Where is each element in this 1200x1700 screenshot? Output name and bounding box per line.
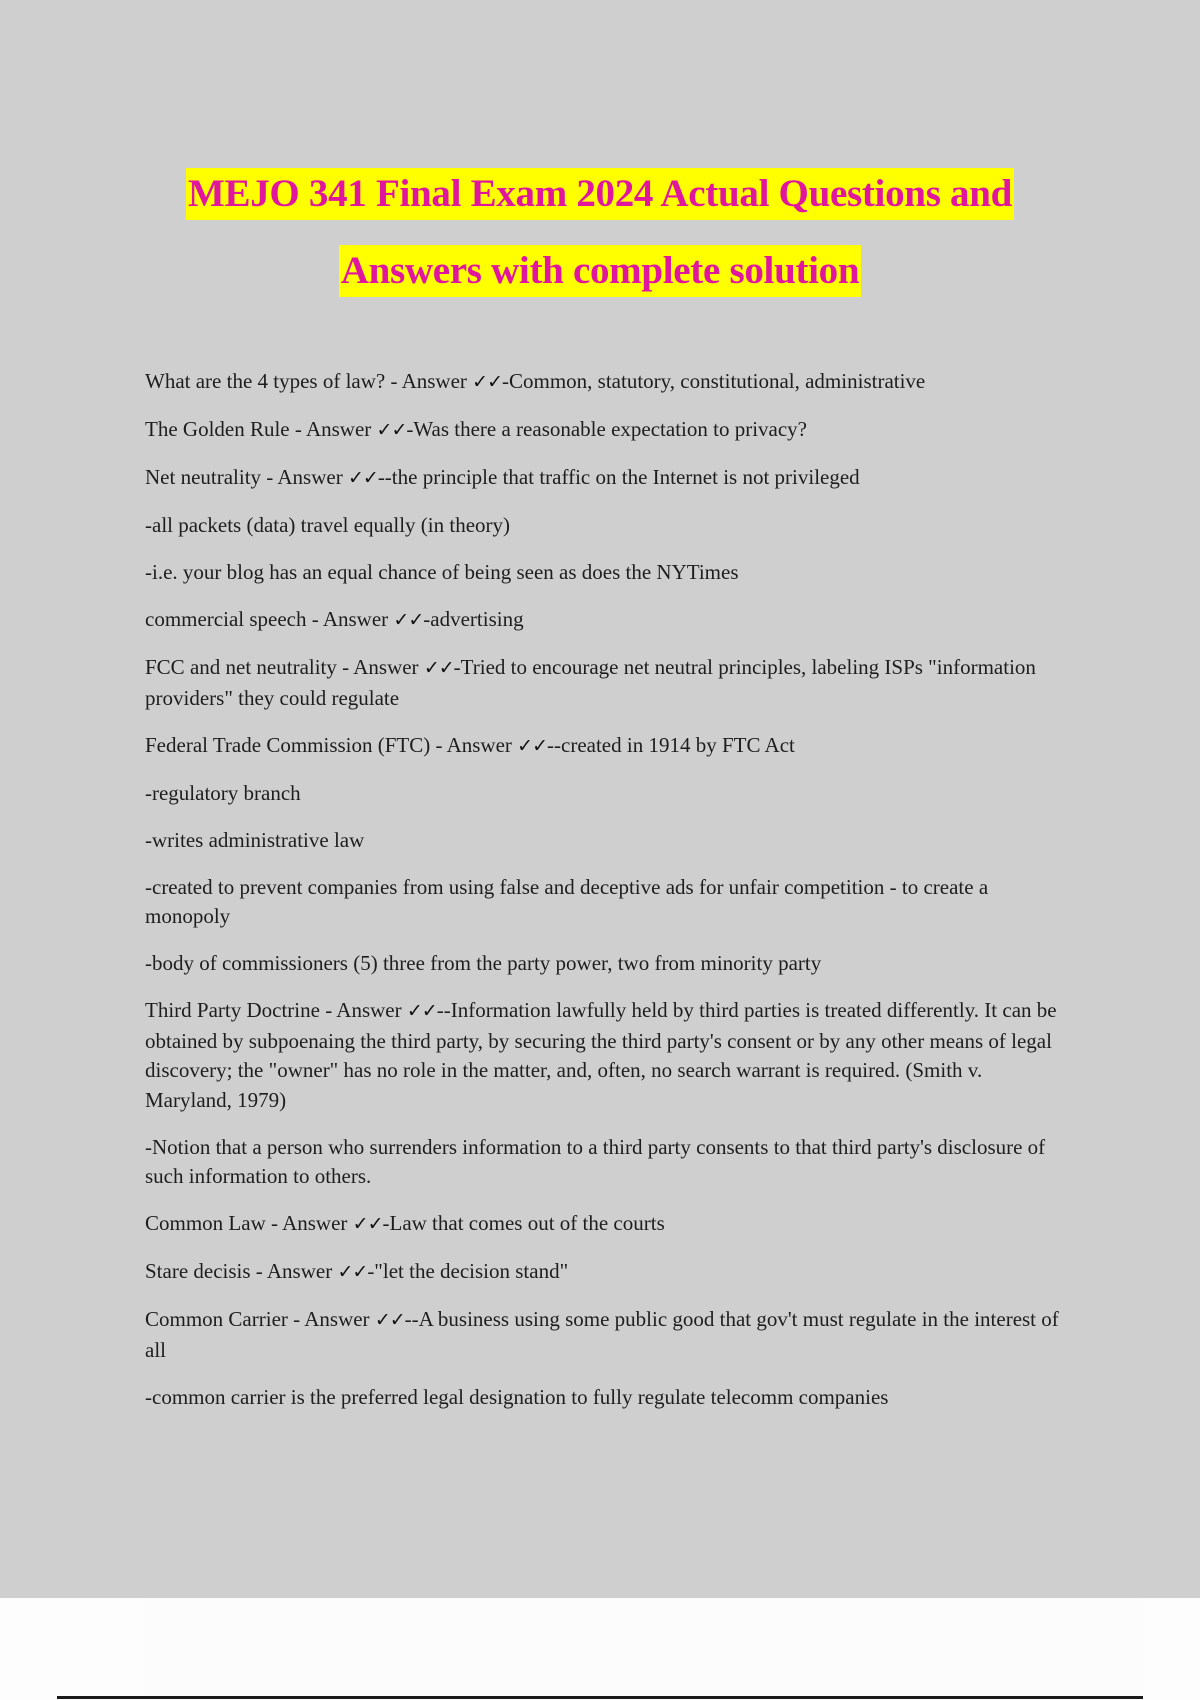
answer-text: -Common, statutory, constitutional, administrative [502,369,926,393]
double-check-icon: ✓✓ [406,1000,437,1022]
question-text: Third Party Doctrine - [145,998,337,1022]
page-divider-rule [57,1696,1143,1699]
answer-label: Answer [305,417,372,441]
question-text: The Golden Rule - [145,417,306,441]
title-line-1: MEJO 341 Final Exam 2024 Actual Questions and [186,168,1014,220]
note-line: -i.e. your blog has an equal chance of being seen as does the NYTimes [145,560,739,584]
answer-label: Answer [353,655,419,679]
qa-list [145,367,1070,1430]
answer-text: -advertising [423,607,524,631]
title-line-2: Answers with complete solution [339,245,862,297]
double-check-icon: ✓✓ [393,609,424,631]
answer-text: --created in 1914 by FTC Act [547,732,795,757]
qa-entry-stare-decisis [145,1257,1070,1288]
answer-label: Answer [401,369,467,393]
qa-entry-commercial-speech [145,605,1070,636]
answer-text: -Tried to encourage net neutral principles, labeling ISPs "information providers" they could regulate [145,655,1036,710]
question-text: Net neutrality - [145,465,278,489]
qa-entry-common-law [145,1209,1070,1240]
answer-label: Answer [304,1307,370,1331]
qa-entry-common-carrier [145,1305,1070,1365]
double-check-icon: ✓✓ [337,1261,368,1283]
question-text: Federal Trade Commission (FTC) - [145,732,447,757]
question-text: Stare decisis - [145,1259,267,1283]
double-check-icon: ✓✓ [423,657,454,679]
answer-label: Answer [446,732,512,757]
answer-label: Answer [266,1259,333,1283]
double-check-icon: ✓✓ [517,734,548,757]
answer-label: Answer [322,607,389,631]
question-text: FCC and net neutrality - [145,655,354,679]
qa-entry-third-party-doctrine [145,996,1070,1115]
qa-entry-ftc [145,731,1070,762]
answer-text: -Law that comes out of the courts [382,1211,665,1235]
qa-entry-net-neutrality [145,463,1070,494]
answer-label: Answer [336,998,402,1022]
double-check-icon: ✓✓ [352,1213,383,1235]
note-line: -regulatory branch [145,780,301,805]
double-check-icon: ✓✓ [376,419,407,441]
note-line: -writes administrative law [145,827,365,852]
answer-label: Answer [282,1211,348,1235]
document-title [0,168,1200,297]
question-text: commercial speech - [145,607,323,631]
answer-text: --the principle that traffic on the Internet is not privileged [377,465,860,489]
note-line: -body of commissioners (5) three from the party power, two from minority party [145,951,822,975]
answer-text: -Was there a reasonable expectation to privacy? [406,417,808,441]
qa-entry-types-of-law [145,367,1070,398]
double-check-icon: ✓✓ [347,467,378,489]
note-line: -all packets (data) travel equally (in theory) [145,513,510,537]
double-check-icon: ✓✓ [472,371,502,393]
answer-label: Answer [277,465,343,489]
question-text: Common Carrier - [145,1307,305,1331]
double-check-icon: ✓✓ [374,1309,405,1331]
note-line: -Notion that a person who surrenders information to a third party consents to that third party's disclosure of such information to others. [145,1134,1046,1188]
answer-text: --Information lawfully held by third parties is treated differently. It can be obtained by subpoenaing the third party, by securing the third party's consent or by any other means of legal discovery; the "owner" has no role in the matter, and, often, no search warrant is required. (Smith v. Maryland, 1979) [145,998,1057,1112]
next-page-preview [143,1598,1143,1697]
answer-text: --A business using some public good that gov't must regulate in the interest of all [145,1307,1059,1362]
qa-entry-fcc [145,653,1070,713]
question-text: What are the 4 types of law? - [145,369,402,393]
qa-entry-golden-rule [145,415,1070,446]
answer-text: -"let the decision stand" [367,1259,569,1283]
note-line: -common carrier is the preferred legal designation to fully regulate telecomm companies [145,1384,889,1409]
note-line: -created to prevent companies from using false and deceptive ads for unfair competition - to create a monopoly [145,874,989,928]
question-text: Common Law - [145,1211,283,1235]
